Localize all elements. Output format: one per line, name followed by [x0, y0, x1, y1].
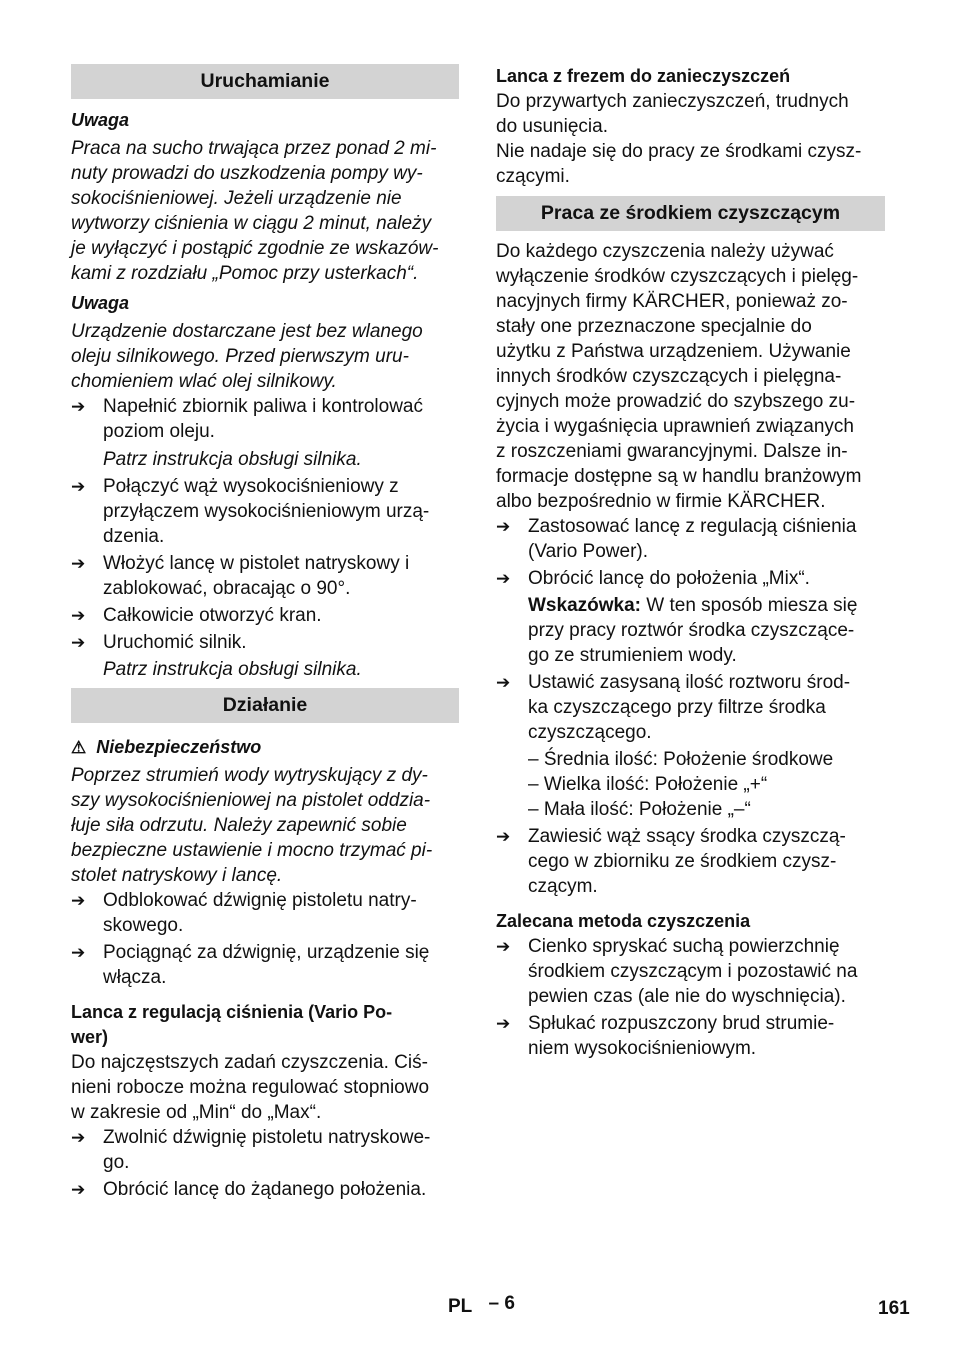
step-text: Całkowicie otworzyć kran. [103, 605, 322, 626]
body-line: cyjnych może prowadzić do szybszego zu- [496, 391, 856, 412]
step-text: Zwolnić dźwignię pistoletu natryskowe- [103, 1127, 431, 1148]
body-line: formacje dostępne są w handlu branżowym [496, 466, 862, 487]
step-text: Cienko spryskać suchą powierzchnię [528, 936, 840, 957]
step-text: pewien czas (ale nie do wyschnięcia). [528, 986, 846, 1007]
instruction-step [71, 1125, 459, 1175]
step-text: Połączyć wąż wysokociśnieniowy z [103, 476, 399, 497]
body-line: nieni robocze można regulować stopniowo [71, 1077, 430, 1098]
hint-line [528, 593, 885, 618]
subsection-title-line: Lanca z regulacją ciśnienia (Vario Po- [71, 1002, 393, 1022]
body-line: stały one przeznaczone specjalnie do [496, 316, 812, 337]
right-column [496, 64, 885, 1061]
vario-text [71, 1050, 459, 1125]
body-line: Do każdego czyszczenia należy używać [496, 241, 834, 262]
dash-list-item: – Średnia ilość: Położenie środkowe [528, 749, 834, 770]
arrow-right-icon: ➔ [71, 633, 86, 652]
arrow-right-icon: ➔ [71, 891, 86, 910]
footer-local-page: – 6 [488, 1293, 515, 1314]
instruction-step [496, 514, 885, 564]
arrow-right-icon: ➔ [71, 1128, 86, 1147]
note-title: Uwaga [71, 110, 130, 130]
note-line: je wyłączyć i postąpić zgodnie ze wskazów- [71, 238, 439, 259]
body-line: Nie nadaje się do pracy ze środkami czysz- [496, 141, 862, 162]
subsection-title-line: Zalecana metoda czyszczenia [496, 911, 751, 931]
step-text: ka czyszczącego przy filtrze środka [528, 697, 826, 718]
step-text: Odblokować dźwignię pistoletu natry- [103, 890, 417, 911]
subsection-title-line: wer) [71, 1027, 109, 1047]
note-line: oleju silnikowego. Przed pierwszym uru- [71, 346, 409, 367]
subsection-title-mill [496, 64, 885, 89]
danger-title-text: Niebezpieczeństwo [96, 737, 262, 757]
body-line: Do najczęstszych zadań czyszczenia. Ciś- [71, 1052, 428, 1073]
arrow-right-icon: ➔ [496, 673, 511, 692]
step-text: środkiem czyszczącym i pozostawić na [528, 961, 858, 982]
reference-note [71, 657, 459, 682]
step-text: (Vario Power). [528, 541, 649, 562]
step-text: dzenia. [103, 526, 165, 547]
danger-line: łuje siła odrzutu. Należy zapewnić sobie [71, 815, 407, 836]
reference-text: Patrz instrukcja obsługi silnika. [103, 449, 362, 470]
hint [496, 593, 885, 668]
instruction-step [496, 824, 885, 899]
step-text: Obrócić lancę do żądanego położenia. [103, 1179, 427, 1200]
body-line: nacyjnych firmy KÄRCHER, ponieważ zo- [496, 291, 848, 312]
detergent-text [496, 239, 885, 514]
footer-page-number: 161 [878, 1298, 910, 1319]
note-line: wytworzy ciśnienia w ciągu 2 minut, należy [71, 213, 432, 234]
body-line: użytku z Państwa urządzeniem. Używanie [496, 341, 851, 362]
instruction-step [71, 394, 459, 444]
subsection-title-line: Lanca z frezem do zanieczyszczeń [496, 66, 791, 86]
note-line: chomieniem wlać olej silnikowy. [71, 371, 337, 392]
dash-list-item: – Wielka ilość: Położenie „+“ [528, 774, 768, 795]
arrow-right-icon: ➔ [496, 569, 511, 588]
step-text: poziom oleju. [103, 421, 215, 442]
note-text [71, 319, 459, 394]
instruction-step [71, 888, 459, 938]
note-line: Urządzenie dostarczane jest bez wlanego [71, 321, 423, 342]
arrow-right-icon: ➔ [496, 517, 511, 536]
note-line: nuty prowadzi do uszkodzenia pompy wy- [71, 163, 423, 184]
step-text: Ustawić zasysaną ilość roztworu środ- [528, 672, 851, 693]
warning-triangle-icon: ⚠ [71, 738, 87, 757]
note-line: kami z rozdziału „Pomoc przy usterkach“. [71, 263, 419, 284]
hint-line: go ze strumieniem wody. [528, 645, 737, 666]
step-text: Zastosować lancę z regulacją ciśnienia [528, 516, 857, 537]
danger-line: bezpieczne ustawienie i mocno trzymać pi- [71, 840, 433, 861]
body-line: w zakresie od „Min“ do „Max“. [71, 1102, 322, 1123]
arrow-right-icon: ➔ [71, 477, 86, 496]
step-text: Spłukać rozpuszczony brud strumie- [528, 1013, 835, 1034]
arrow-right-icon: ➔ [71, 554, 86, 573]
hint-line: przy pracy roztwór środka czyszczące- [528, 620, 855, 641]
step-text: Obrócić lancę do położenia „Mix“. [528, 568, 810, 589]
instruction-step [496, 670, 885, 745]
instruction-step [71, 630, 459, 655]
step-text: Zawiesić wąż ssący środka czyszczą- [528, 826, 846, 847]
danger-line: Poprzez strumień wody wytryskujący z dy- [71, 765, 428, 786]
subsection-title-recommended [496, 909, 885, 934]
reference-text: Patrz instrukcja obsługi silnika. [103, 659, 362, 680]
body-line: z roszczeniami gwarancyjnymi. Dalsze in- [496, 441, 848, 462]
dash-list [496, 747, 885, 822]
note-title: Uwaga [71, 293, 130, 313]
body-line: wyłączenie środków czyszczących i pielęg- [496, 266, 859, 287]
instruction-step [71, 603, 459, 628]
left-column [71, 64, 459, 1202]
danger-line: szy wysokociśnieniowej na pistolet oddzia- [71, 790, 431, 811]
body-line: do usunięcia. [496, 116, 608, 137]
instruction-step [71, 1177, 459, 1202]
note-text [71, 136, 459, 286]
danger-line: stolet natryskowy i lancę. [71, 865, 283, 886]
step-text: włącza. [103, 967, 167, 988]
instruction-step [496, 934, 885, 1009]
step-text: Uruchomić silnik. [103, 632, 247, 653]
hint-text: W ten sposób miesza się [640, 595, 858, 616]
section-header-operation: Działanie [71, 688, 459, 723]
body-line: albo bezpośrednio w firmie KÄRCHER. [496, 491, 826, 512]
subsection-title-vario [71, 1000, 459, 1050]
instruction-step [496, 566, 885, 591]
step-text: Napełnić zbiornik paliwa i kontrolować [103, 396, 423, 417]
reference-note [71, 447, 459, 472]
step-text: Pociągnąć za dźwignię, urządzenie się [103, 942, 430, 963]
arrow-right-icon: ➔ [71, 397, 86, 416]
arrow-right-icon: ➔ [496, 827, 511, 846]
arrow-right-icon: ➔ [71, 1180, 86, 1199]
instruction-step [71, 940, 459, 990]
step-text: czyszczącego. [528, 722, 652, 743]
dash-list-item: – Mała ilość: Położenie „–“ [528, 799, 751, 820]
footer-language-page [448, 1293, 515, 1318]
arrow-right-icon: ➔ [71, 606, 86, 625]
instruction-step [71, 474, 459, 549]
step-text: cego w zbiorniku ze środkiem czysz- [528, 851, 837, 872]
note-line: Praca na sucho trwająca przez ponad 2 mi- [71, 138, 437, 159]
step-text: niem wysokociśnieniowym. [528, 1038, 757, 1059]
mill-text [496, 89, 885, 189]
section-header-detergent: Praca ze środkiem czyszczącym [496, 196, 885, 231]
step-text: przyłączem wysokociśnieniowym urzą- [103, 501, 430, 522]
step-text: go. [103, 1152, 130, 1173]
body-line: życia i wygaśnięcia uprawnień związanych [496, 416, 855, 437]
hint-label: Wskazówka: [528, 595, 641, 616]
danger-title [71, 735, 459, 760]
arrow-right-icon: ➔ [496, 1014, 511, 1033]
arrow-right-icon: ➔ [71, 943, 86, 962]
step-text: czącym. [528, 876, 598, 897]
instruction-step [71, 551, 459, 601]
step-text: zablokować, obracając o 90°. [103, 578, 351, 599]
body-line: innych środków czyszczących i pielęgna- [496, 366, 842, 387]
danger-text [71, 763, 459, 888]
body-line: czącymi. [496, 166, 570, 187]
instruction-step [496, 1011, 885, 1061]
body-line: Do przywartych zanieczyszczeń, trudnych [496, 91, 849, 112]
step-text: skowego. [103, 915, 184, 936]
note-line: sokociśnieniowej. Jeżeli urządzenie nie [71, 188, 402, 209]
footer-language: PL [448, 1296, 472, 1317]
arrow-right-icon: ➔ [496, 937, 511, 956]
step-text: Włożyć lancę w pistolet natryskowy i [103, 553, 410, 574]
section-header-start: Uruchamianie [71, 64, 459, 99]
